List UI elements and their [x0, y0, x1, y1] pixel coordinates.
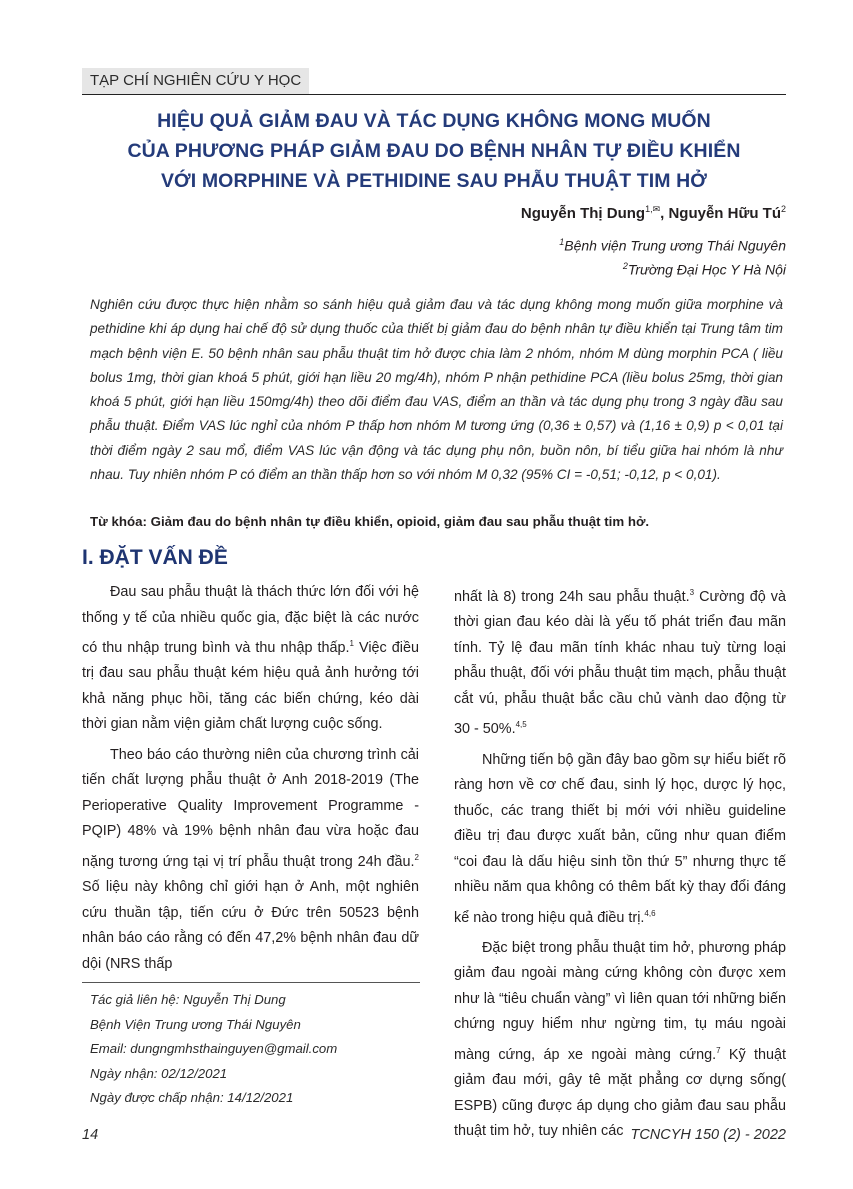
paragraph [82, 743, 419, 977]
paragraph-text: Đặc biệt trong phẫu thuật tim hở, phương pháp giảm đau ngoài màng cứng không còn được xem như là “tiêu chuẩn vàng” vì liên quan tới những biến chứng nguy hiểm như ngừng tim, tụ máu ngoài màng cứng, áp xe ngoài màng cứng. [454, 939, 786, 1063]
affiliation-name: Bệnh viện Trung ương Thái Nguyên [564, 237, 786, 254]
author-separator: , [660, 205, 669, 222]
affiliation-mark: 2 [622, 261, 628, 271]
title-line: VỚI MORPHINE VÀ PETHIDINE SAU PHẪU THUẬT TIM HỞ [160, 170, 708, 192]
paragraph-text: Đau sau phẫu thuật là thách thức lớn đối với hệ thống y tế của nhiều quốc gia, đặc biệt là các nước có thu nhập trung bình và thu nhập thấp. [82, 584, 419, 656]
affiliation [559, 237, 786, 254]
left-column [82, 580, 419, 982]
paragraph [454, 936, 786, 1145]
citation-ref: 7 [716, 1045, 721, 1055]
paragraph-text: Việc điều trị đau sau phẫu thuật kém hiệu quả ảnh hưởng tới khả năng phục hồi, tăng các biến chứng, kéo dài thời gian nằm viện giảm chất lượng cuộc sống. [82, 639, 419, 733]
paragraph-text: Kỹ thuật giảm đau mới, gây tê mặt phẳng cơ dựng sống( ESPB) cũng được áp dụng cho giảm đau sau phẫu thuật tim hở, tuy nhiên các [454, 1046, 786, 1140]
affiliation-mark: 1 [559, 237, 565, 247]
paragraph-text: nhất là 8) trong 24h sau phẫu thuật. [454, 588, 690, 605]
header-rule [82, 94, 786, 95]
affiliation [623, 261, 786, 278]
section-heading: I. ĐẶT VẤN ĐỀ [82, 546, 228, 569]
footnotes [90, 988, 420, 1111]
article-title [82, 106, 786, 196]
paragraph [454, 580, 786, 743]
paragraph [454, 748, 786, 931]
author-affiliation-mark: 1,✉ [645, 204, 661, 214]
journal-name: TẠP CHÍ NGHIÊN CỨU Y HỌC [82, 68, 309, 94]
author-name: Nguyễn Thị Dung [520, 205, 646, 222]
footnote-line: Ngày được chấp nhận: 14/12/2021 [90, 1090, 294, 1106]
author-list [521, 204, 786, 222]
affiliation-name: Trường Đại Học Y Hà Nội [627, 261, 786, 278]
author-name: Nguyễn Hữu Tú [668, 205, 781, 222]
footnote-rule [82, 982, 420, 983]
footnote-line: Bệnh Viện Trung ương Thái Nguyên [90, 1016, 301, 1032]
paragraph-text: Cường độ và thời gian đau kéo dài là yếu tố phát triển đau mãn tính. Tỷ lệ đau mãn tính khác nhau tuỳ từng loại phẫu thuật, đối với phẫu thuật tim mạch, phẫu thuật cắt vú, phẫu thuật bắc cầu chủ vành dao động từ 30 - 50%. [454, 588, 787, 738]
paragraph [82, 580, 419, 738]
title-line: CỦA PHƯƠNG PHÁP GIẢM ĐAU DO BỆNH NHÂN TỰ ĐIỀU KHIỂN [127, 140, 741, 162]
paragraph-text: Theo báo cáo thường niên của chương trình cải tiến chất lượng phẫu thuật ở Anh 2018-2019 (The Perioperative Quality Improvement Programme - PQIP) 48% và 19% bệnh nhân đau vừa hoặc đau nặng tương ứng tại vị trí phẫu thuật trong 24h đầu. [82, 746, 419, 870]
footnote-line: Tác giả liên hệ: Nguyễn Thị Dung [90, 992, 286, 1007]
keywords: Từ khóa: Giảm đau do bệnh nhân tự điều khiển, opioid, giảm đau sau phẫu thuật tim hở. [90, 514, 650, 529]
citation-ref: 2 [414, 852, 419, 862]
title-line: HIỆU QUẢ GIẢM ĐAU VÀ TÁC DỤNG KHÔNG MONG MUỐN [157, 110, 711, 132]
footnote-line: Email: dungngmhsthainguyen@gmail.com [90, 1041, 338, 1057]
paragraph-text: Số liệu này không chỉ giới hạn ở Anh, một nghiên cứu thuần tập, tiến cứu ở Đức trên 50523 bệnh nhân báo cáo rằng có đến 47,2% bệnh nhân đau dữ dội (NRS thấp [82, 879, 419, 972]
citation-ref: 3 [689, 588, 695, 597]
citation-ref: 4,5 [515, 720, 527, 730]
journal-issue: TCNCYH 150 (2) - 2022 [630, 1127, 786, 1143]
abstract: Nghiên cứu được thực hiện nhằm so sánh hiệu quả giảm đau và tác dụng không mong muốn giữa morphine và pethidine khi áp dụng hai chế độ sử dụng thuốc của thiết bị giảm đau do bệnh nhân tự điều khiển tại Trung tâm tim mạch bệnh viện E. 50 bệnh nhân sau phẫu thuật tim hở được chia làm 2 nhóm, nhóm M dùng morphin PCA ( liều bolus 1mg, thời gian khoá 5 phút, giới hạn liều 20 mg/4h), nhóm P nhận pethidine PCA (liều bolus 25mg, thời gian khoá 5 phút, giới hạn liều 150mg/4h) theo dõi điểm đau VAS, điểm an thần và tác dụng phụ trong 3 ngày đầu sau phẫu thuật. Điểm VAS lúc nghỉ của nhóm P thấp hơn nhóm M tương ứng (0,36 ± 0,57) và (1,16 ± 0,9) p < 0,01 tại thời điểm ngày 2 sau mổ, điểm VAS lúc vận động và tác dụng phụ nôn, buồn nôn, bí tiểu giữa hai nhóm là như nhau. Tuy nhiên nhóm P có điểm an thần thấp hơn so với nhóm M 0,32 (95% CI = -0,51; -0,12, p < 0,01). [90, 297, 783, 483]
author-affiliation-mark: 2 [780, 204, 786, 214]
paragraph-text: Những tiến bộ gần đây bao gồm sự hiểu biết rõ ràng hơn về cơ chế đau, sinh lý học, dược lý học, thuốc, các trang thiết bị mới với nhiều guideline điều trị đau được xuất bản, cũng như quan điểm “coi đau là dấu hiệu sinh tồn thứ 5” nhưng thực tế nhiều năm qua không có thêm bất kỳ thay đổi đáng kể nào trong hiệu quả điều trị. [454, 751, 786, 926]
citation-ref: 1 [349, 639, 354, 648]
footnote-line: Ngày nhận: 02/12/2021 [90, 1065, 228, 1081]
page-number: 14 [82, 1127, 99, 1143]
journal-header [82, 68, 786, 98]
right-column [454, 580, 786, 1150]
citation-ref: 4,6 [644, 908, 656, 918]
